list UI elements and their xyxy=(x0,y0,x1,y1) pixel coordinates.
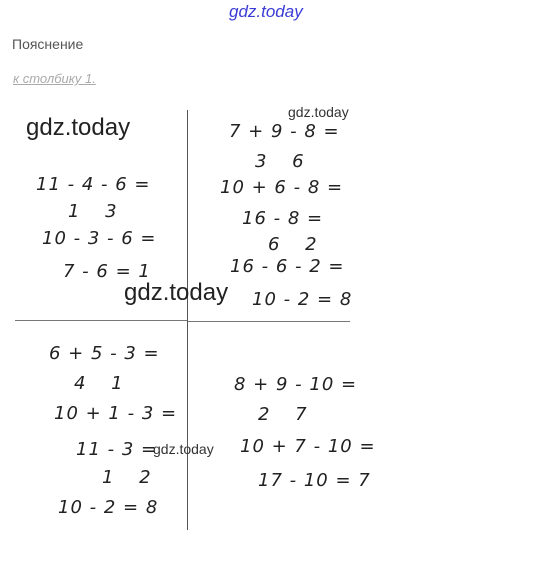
tl-equation-1: 11 - 4 - 6 = xyxy=(36,174,151,195)
bl-equation-1: 6 + 5 - 3 = xyxy=(49,343,160,364)
site-logo-text: gdz.today xyxy=(229,2,303,21)
br-equation-2: 10 + 7 - 10 = xyxy=(240,436,376,457)
tr-decomposition-1: 3 6 xyxy=(255,151,314,172)
br-equation-1: 8 + 9 - 10 = xyxy=(234,374,358,395)
tr-equation-4: 16 - 6 - 2 = xyxy=(230,256,345,277)
watermark-big-left: gdz.today xyxy=(26,114,131,141)
bl-equation-2: 10 + 1 - 3 = xyxy=(54,403,178,424)
vertical-divider xyxy=(187,110,188,530)
watermark-lower: gdz.today xyxy=(153,441,214,457)
tl-equation-3: 7 - 6 = 1 xyxy=(63,261,151,282)
bl-decomposition-1: 4 1 xyxy=(74,373,133,394)
tr-equation-1: 7 + 9 - 8 = xyxy=(229,121,340,142)
horizontal-divider-left xyxy=(15,320,187,321)
watermark-small-top: gdz.today xyxy=(288,104,349,120)
horizontal-divider-right xyxy=(188,321,350,322)
tr-equation-2: 10 + 6 - 8 = xyxy=(220,177,344,198)
bl-decomposition-2: 1 2 xyxy=(102,467,161,488)
watermark-center: gdz.today xyxy=(124,279,229,306)
tl-equation-2: 10 - 3 - 6 = xyxy=(42,228,157,249)
tr-equation-3: 16 - 8 = xyxy=(242,208,324,229)
br-equation-3: 17 - 10 = 7 xyxy=(258,470,371,491)
tl-decomposition-1: 1 3 xyxy=(68,201,127,222)
br-decomposition-1: 2 7 xyxy=(258,404,317,425)
tr-decomposition-2: 6 2 xyxy=(268,234,327,255)
column-subheading: к столбику 1. xyxy=(13,71,96,86)
explanation-heading: Пояснение xyxy=(12,36,84,52)
bl-equation-4: 10 - 2 = 8 xyxy=(58,497,159,518)
bl-equation-3: 11 - 3 = xyxy=(76,439,158,460)
tr-equation-5: 10 - 2 = 8 xyxy=(252,289,353,310)
